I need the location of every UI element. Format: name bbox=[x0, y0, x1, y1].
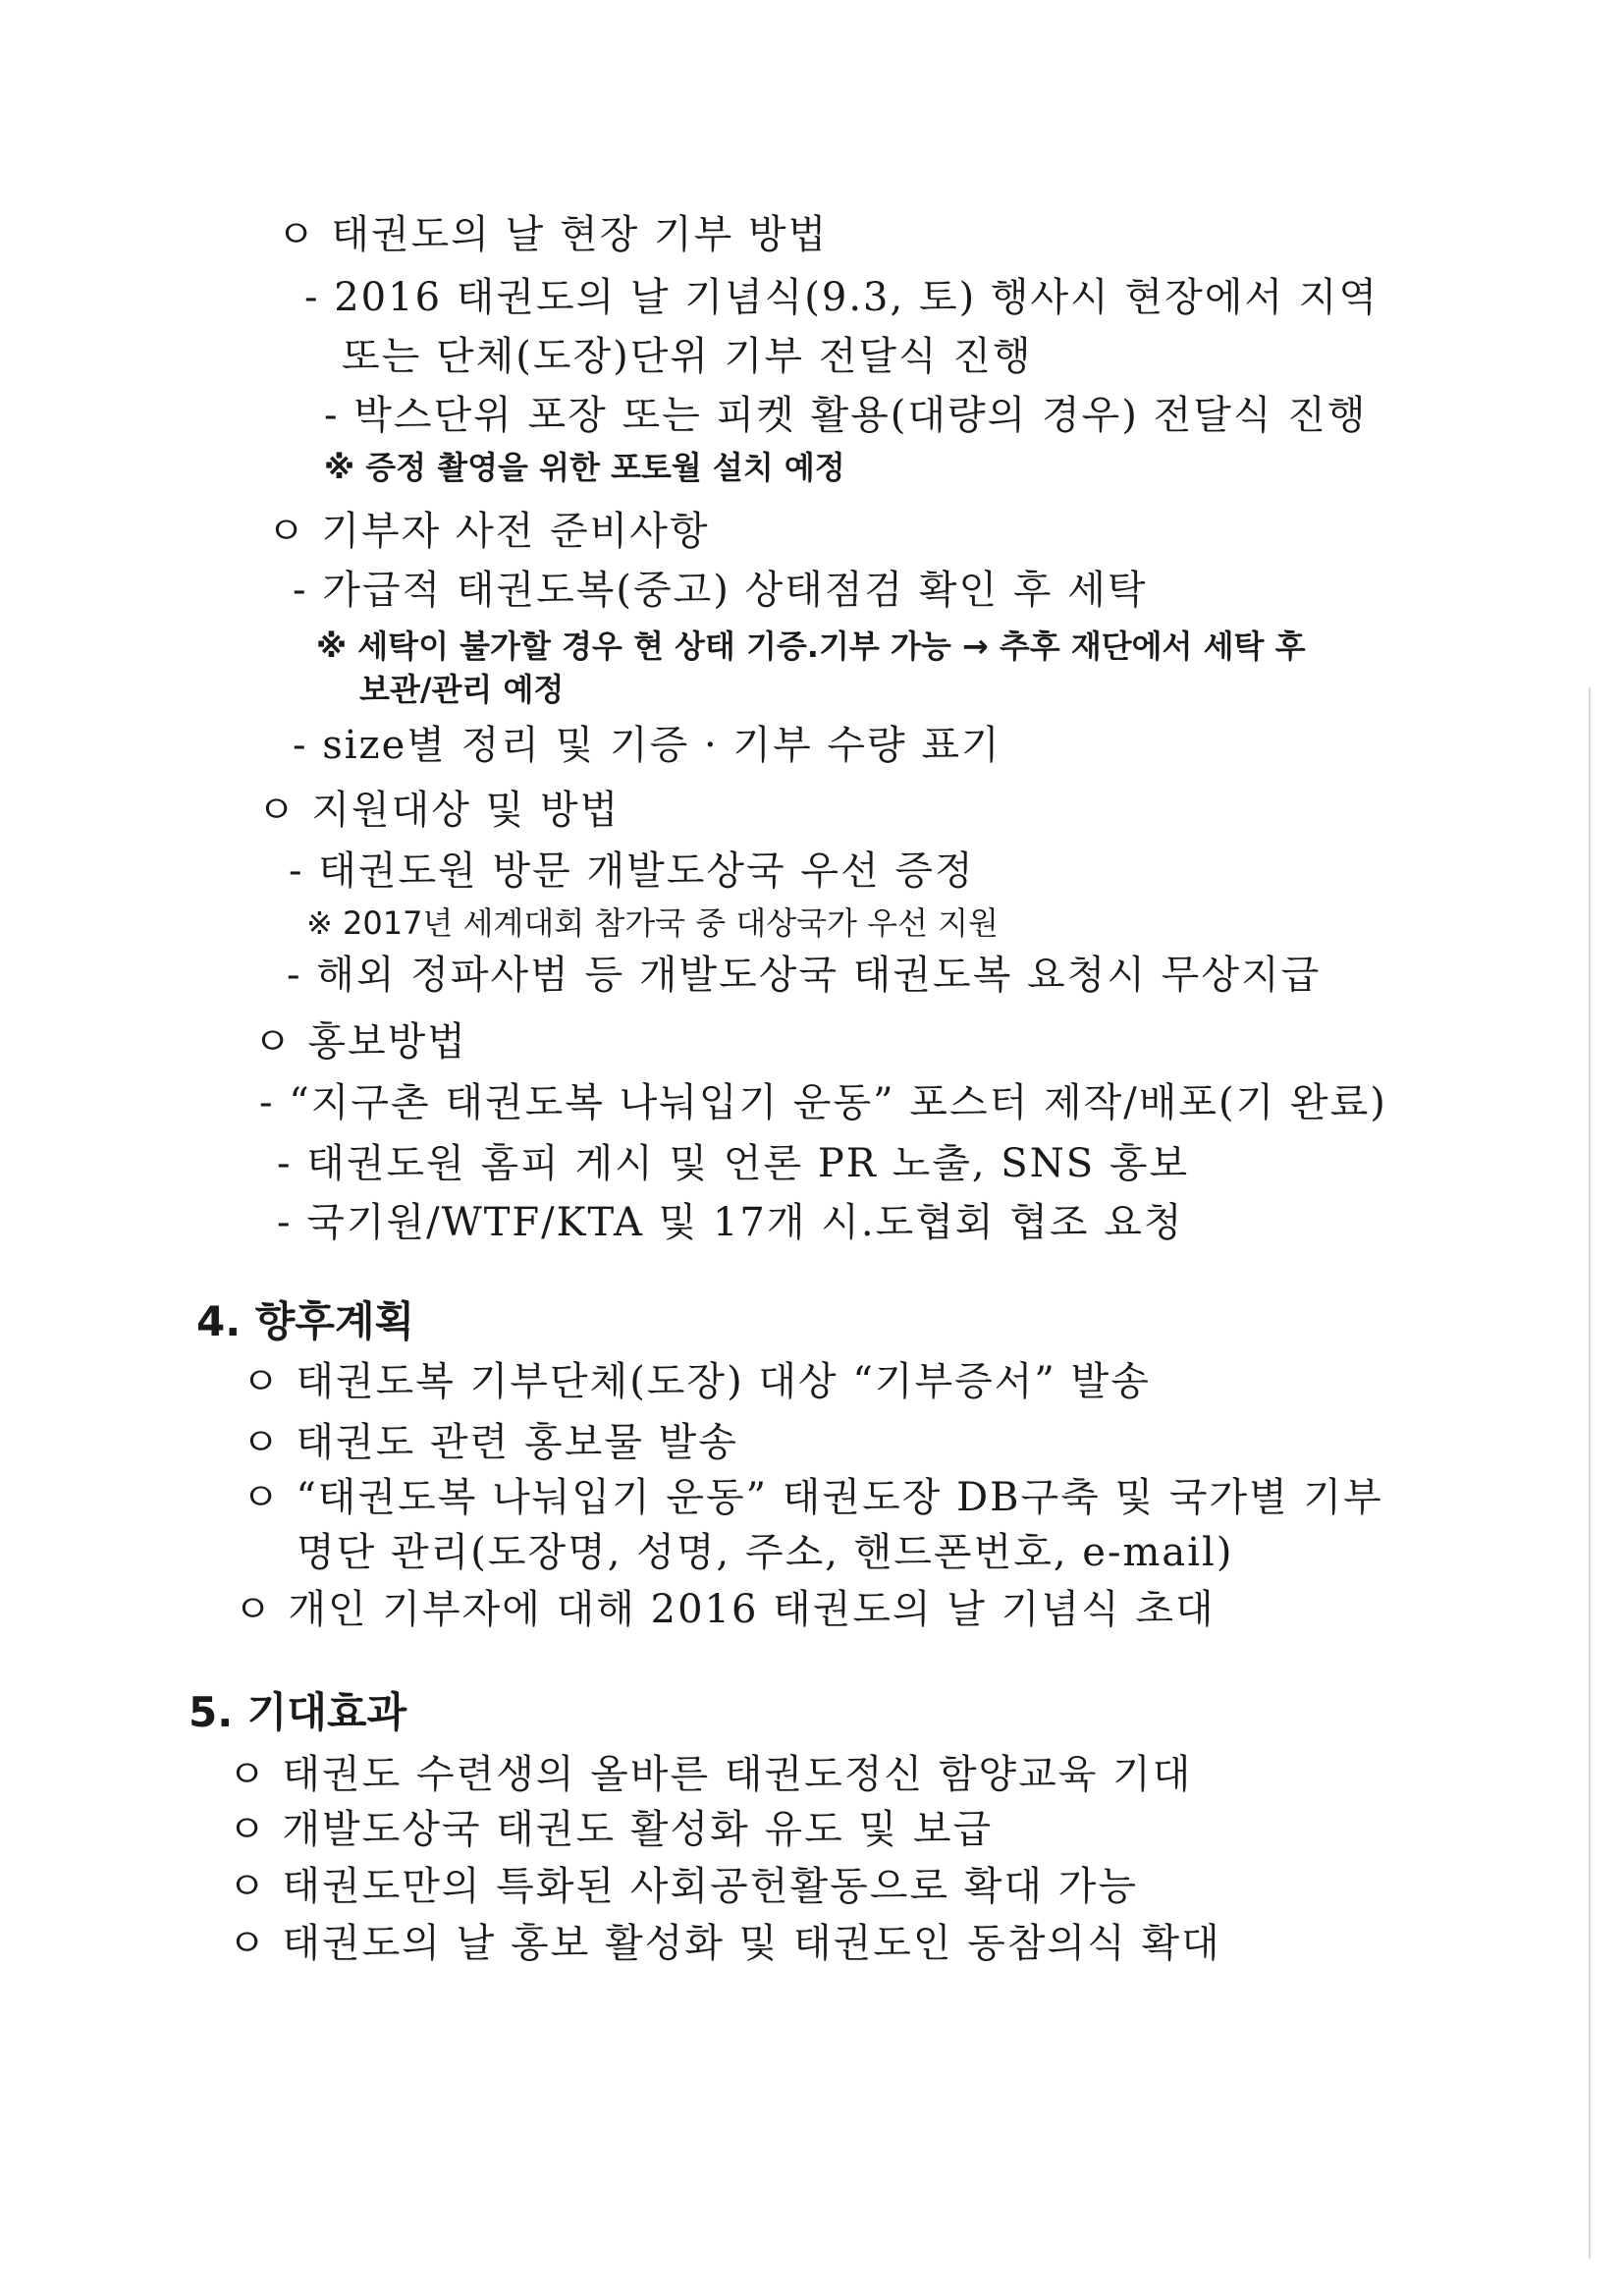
plan-heading: 4. 향후계획 bbox=[196, 1297, 415, 1345]
plan-item-2: ㅇ 태권도 관련 홍보물 발송 bbox=[242, 1420, 738, 1465]
onsite-item-2: 또는 단체(도장)단위 기부 전달식 진행 bbox=[342, 334, 1033, 379]
effects-item-4: ㅇ 태권도의 날 홍보 활성화 및 태권도인 동참의식 확대 bbox=[228, 1921, 1221, 1966]
prep-item-2: - size별 정리 및 기증 · 기부 수량 표기 bbox=[293, 723, 1001, 768]
plan-item-3: ㅇ “태권도복 나눠입기 운동” 태권도장 DB구축 및 국가별 기부 bbox=[242, 1475, 1383, 1520]
effects-item-2: ㅇ 개발도상국 태권도 활성화 유도 및 보급 bbox=[228, 1807, 994, 1852]
promo-item-2: - 태권도원 홈피 게시 및 언론 PR 노출, SNS 홍보 bbox=[277, 1141, 1190, 1186]
effects-heading: 5. 기대효과 bbox=[189, 1688, 407, 1736]
promo-item-1: - “지구촌 태권도복 나눠입기 운동” 포스터 제작/배포(기 완료) bbox=[259, 1080, 1387, 1125]
plan-item-1: ㅇ 태권도복 기부단체(도장) 대상 “기부증서” 발송 bbox=[242, 1359, 1151, 1404]
prep-note-line-2: 보관/관리 예정 bbox=[359, 671, 565, 708]
support-item-2: - 해외 정파사범 등 개발도상국 태권도복 요청시 무상지급 bbox=[287, 953, 1322, 998]
scan-edge-line bbox=[1589, 687, 1591, 2259]
effects-item-3: ㅇ 태권도만의 특화된 사회공헌활동으로 확대 가능 bbox=[228, 1864, 1139, 1909]
support-title: ㅇ 지원대상 및 방법 bbox=[257, 788, 621, 833]
onsite-item-3: - 박스단위 포장 또는 피켓 활용(대량의 경우) 전달식 진행 bbox=[324, 393, 1368, 438]
support-note: ※ 2017년 세계대회 참가국 중 대상국가 우선 지원 bbox=[306, 904, 999, 942]
onsite-note: ※ 증정 촬영을 위한 포토월 설치 예정 bbox=[324, 449, 845, 486]
onsite-title: ㅇ 태권도의 날 현장 기부 방법 bbox=[277, 212, 829, 257]
plan-item-4: ㅇ 개인 기부자에 대해 2016 태권도의 날 기념식 초대 bbox=[234, 1587, 1216, 1632]
plan-item-3-cont: 명단 관리(도장명, 성명, 주소, 핸드폰번호, e-mail) bbox=[297, 1530, 1234, 1575]
prep-item-1: - 가급적 태권도복(중고) 상태점검 확인 후 세탁 bbox=[293, 568, 1148, 613]
prep-note-line-1: ※ 세탁이 불가할 경우 현 상태 기증.기부 가능 → 추후 재단에서 세탁 후 bbox=[316, 628, 1306, 665]
onsite-item-1: - 2016 태권도의 날 기념식(9.3, 토) 행사시 현장에서 지역 bbox=[304, 275, 1380, 320]
support-item-1: - 태권도원 방문 개발도상국 우선 증정 bbox=[289, 848, 975, 894]
promo-item-3: - 국기원/WTF/KTA 및 17개 시.도협회 협조 요청 bbox=[277, 1200, 1184, 1245]
promo-title: ㅇ 홍보방법 bbox=[253, 1019, 467, 1065]
effects-item-1: ㅇ 태권도 수련생의 올바른 태권도정신 함양교육 기대 bbox=[228, 1752, 1193, 1797]
prep-title: ㅇ 기부자 사전 준비사항 bbox=[267, 509, 710, 554]
